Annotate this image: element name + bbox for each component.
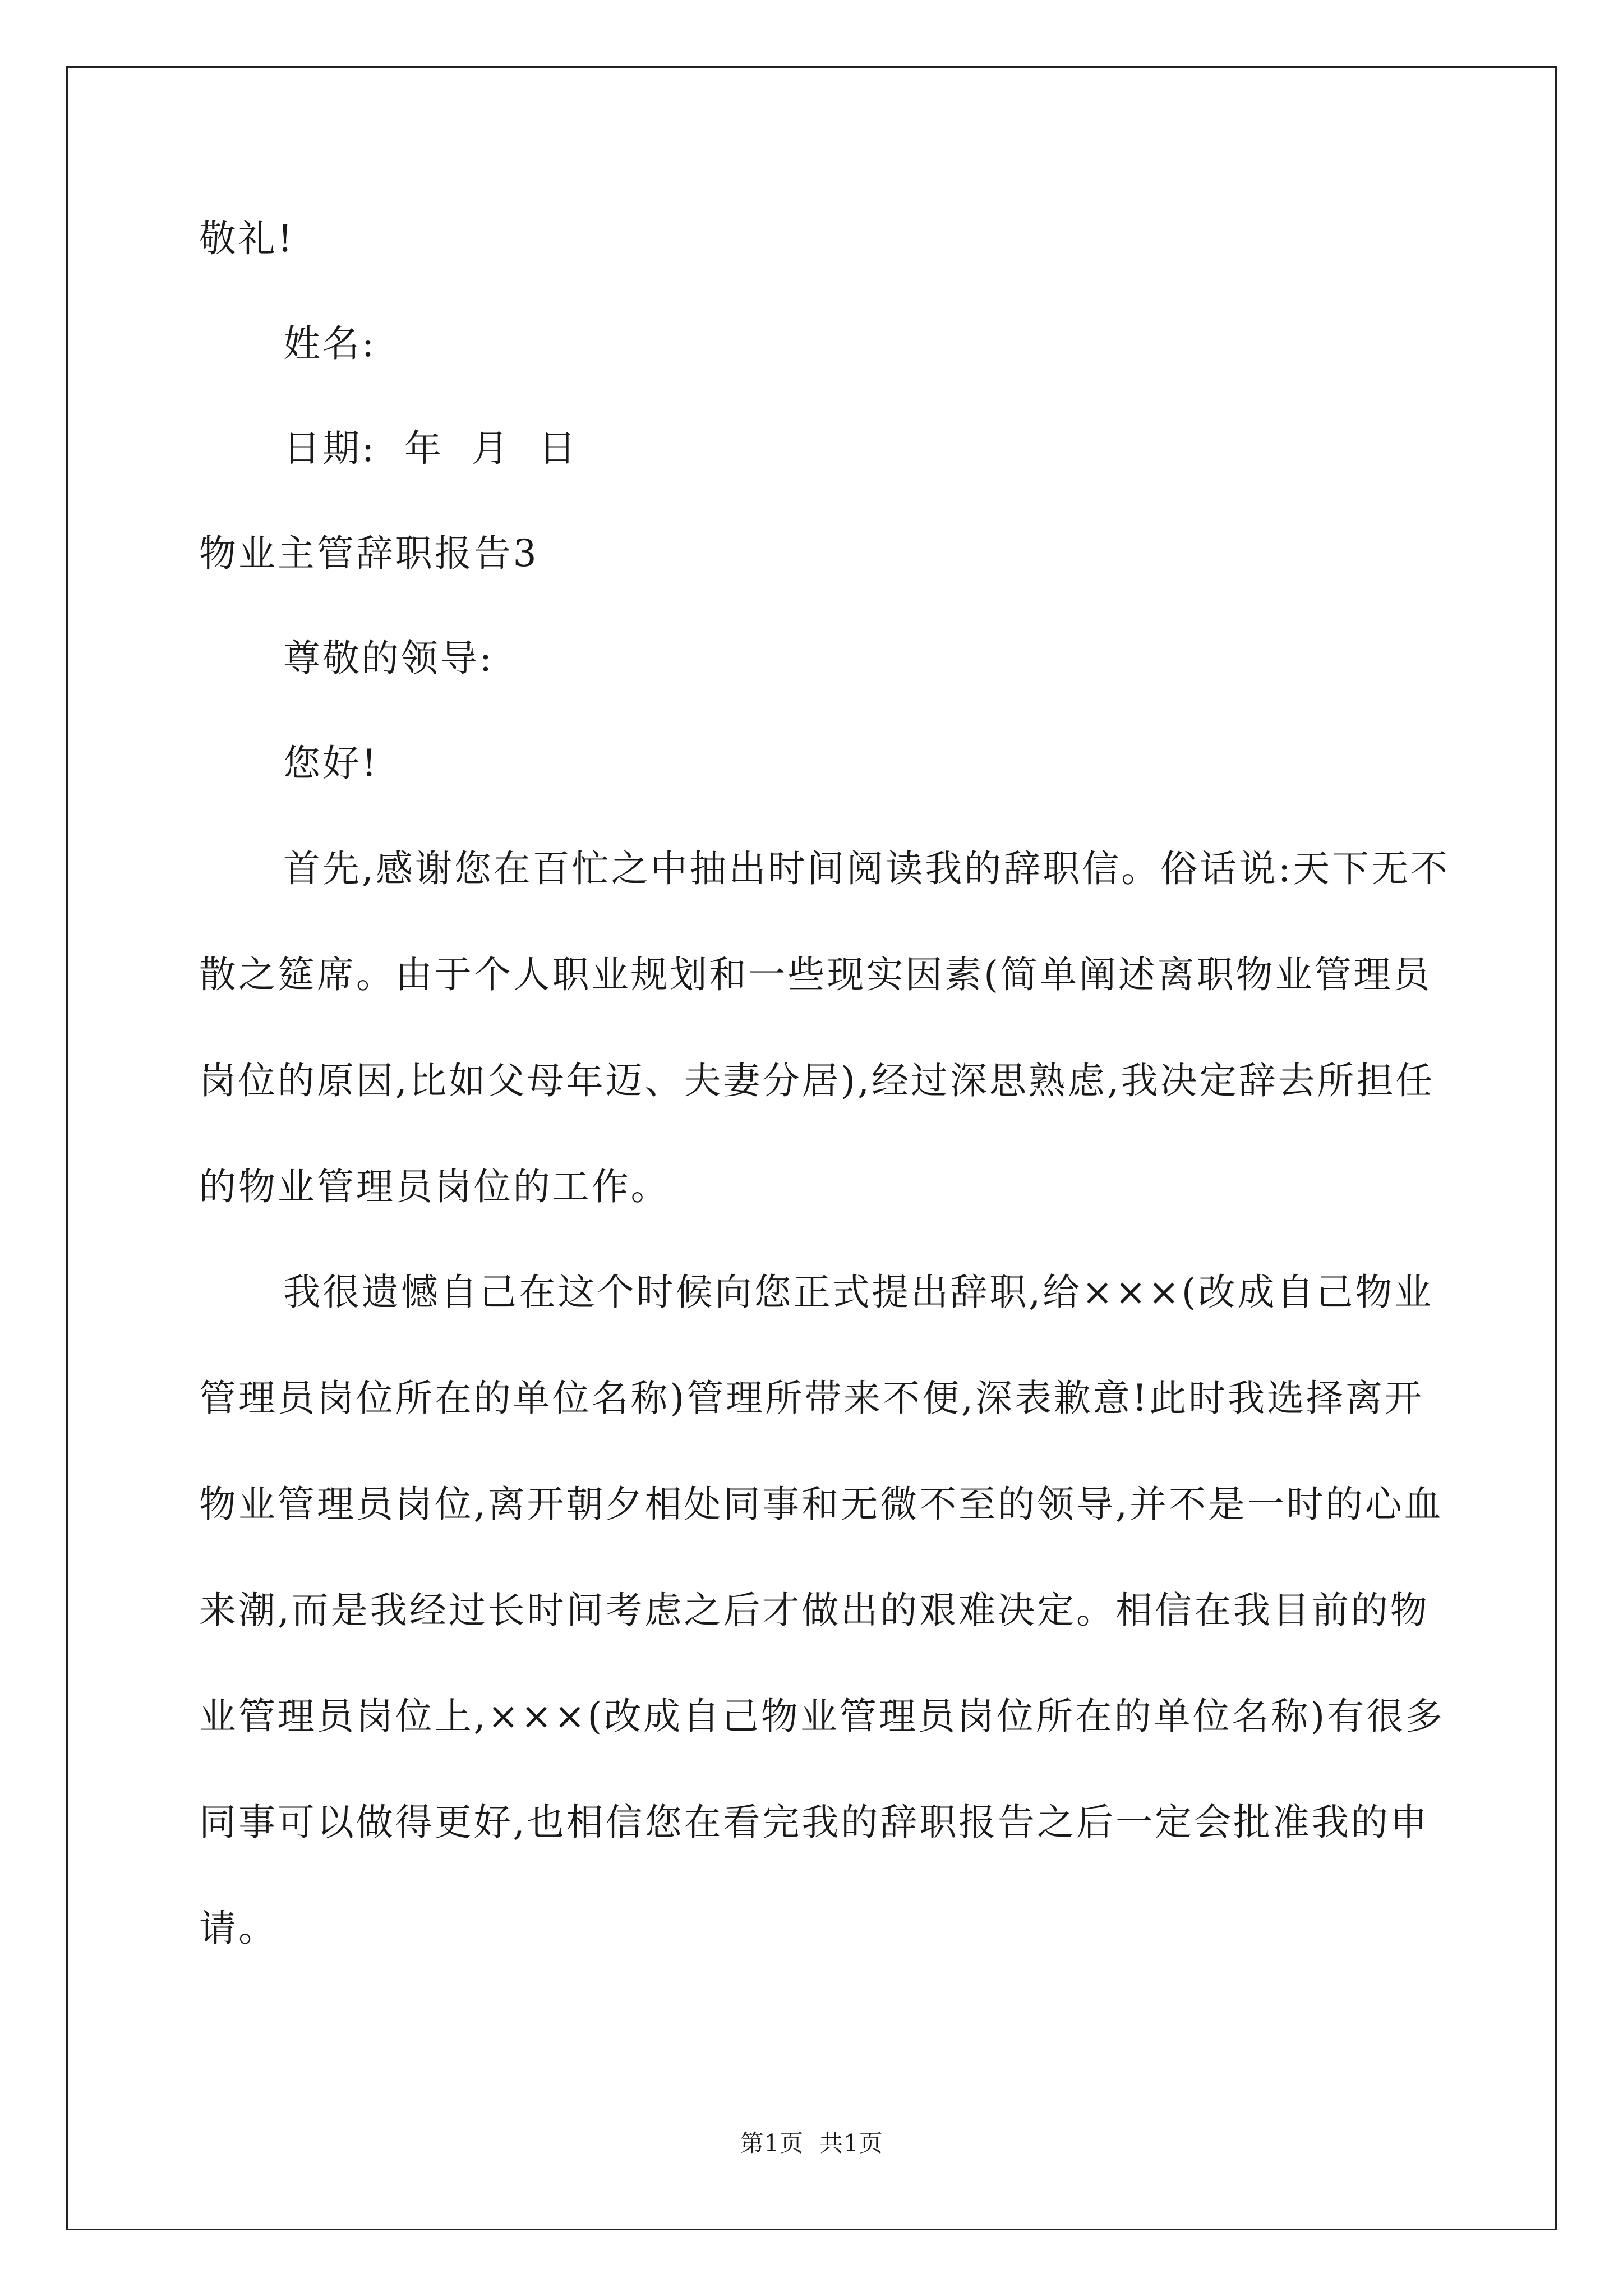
greeting: 您好! [283, 742, 379, 785]
page-footer: 第1页 共1页 [740, 2129, 883, 2157]
name-label: 姓名: [283, 322, 377, 365]
section-title: 物业主管辞职报告3 [199, 532, 539, 575]
date-label: 日期: 年 月 日 [283, 427, 578, 470]
closing-line: 敬礼! [199, 217, 295, 260]
document-body [199, 213, 1450, 2008]
salutation: 尊敬的领导: [283, 637, 494, 680]
body-paragraph-1: 首先,感谢您在百忙之中抽出时间阅读我的辞职信。俗话说:天下无不散之筵席。由于个人职业规划和一些现实因素(简单阐述离职物业管理员岗位的原因,比如父母年迈、夫妻分居),经过深思熟虑,我决定辞去所担任的物业管理员岗位的工作。 [199, 847, 1450, 1208]
body-paragraph-2: 我很遗憾自己在这个时候向您正式提出辞职,给×××(改成自己物业管理员岗位所在的单位名称)管理所带来不便,深表歉意!此时我选择离开物业管理员岗位,离开朝夕相处同事和无微不至的领导,并不是一时的心血来潮,而是我经过长时间考虑之后才做出的艰难决定。相信在我目前的物业管理员岗位上,×××(改成自己物业管理员岗位所在的单位名称)有很多同事可以做得更好,也相信您在看完我的辞职报告之后一定会批准我的申请。 [199, 1271, 1445, 1950]
